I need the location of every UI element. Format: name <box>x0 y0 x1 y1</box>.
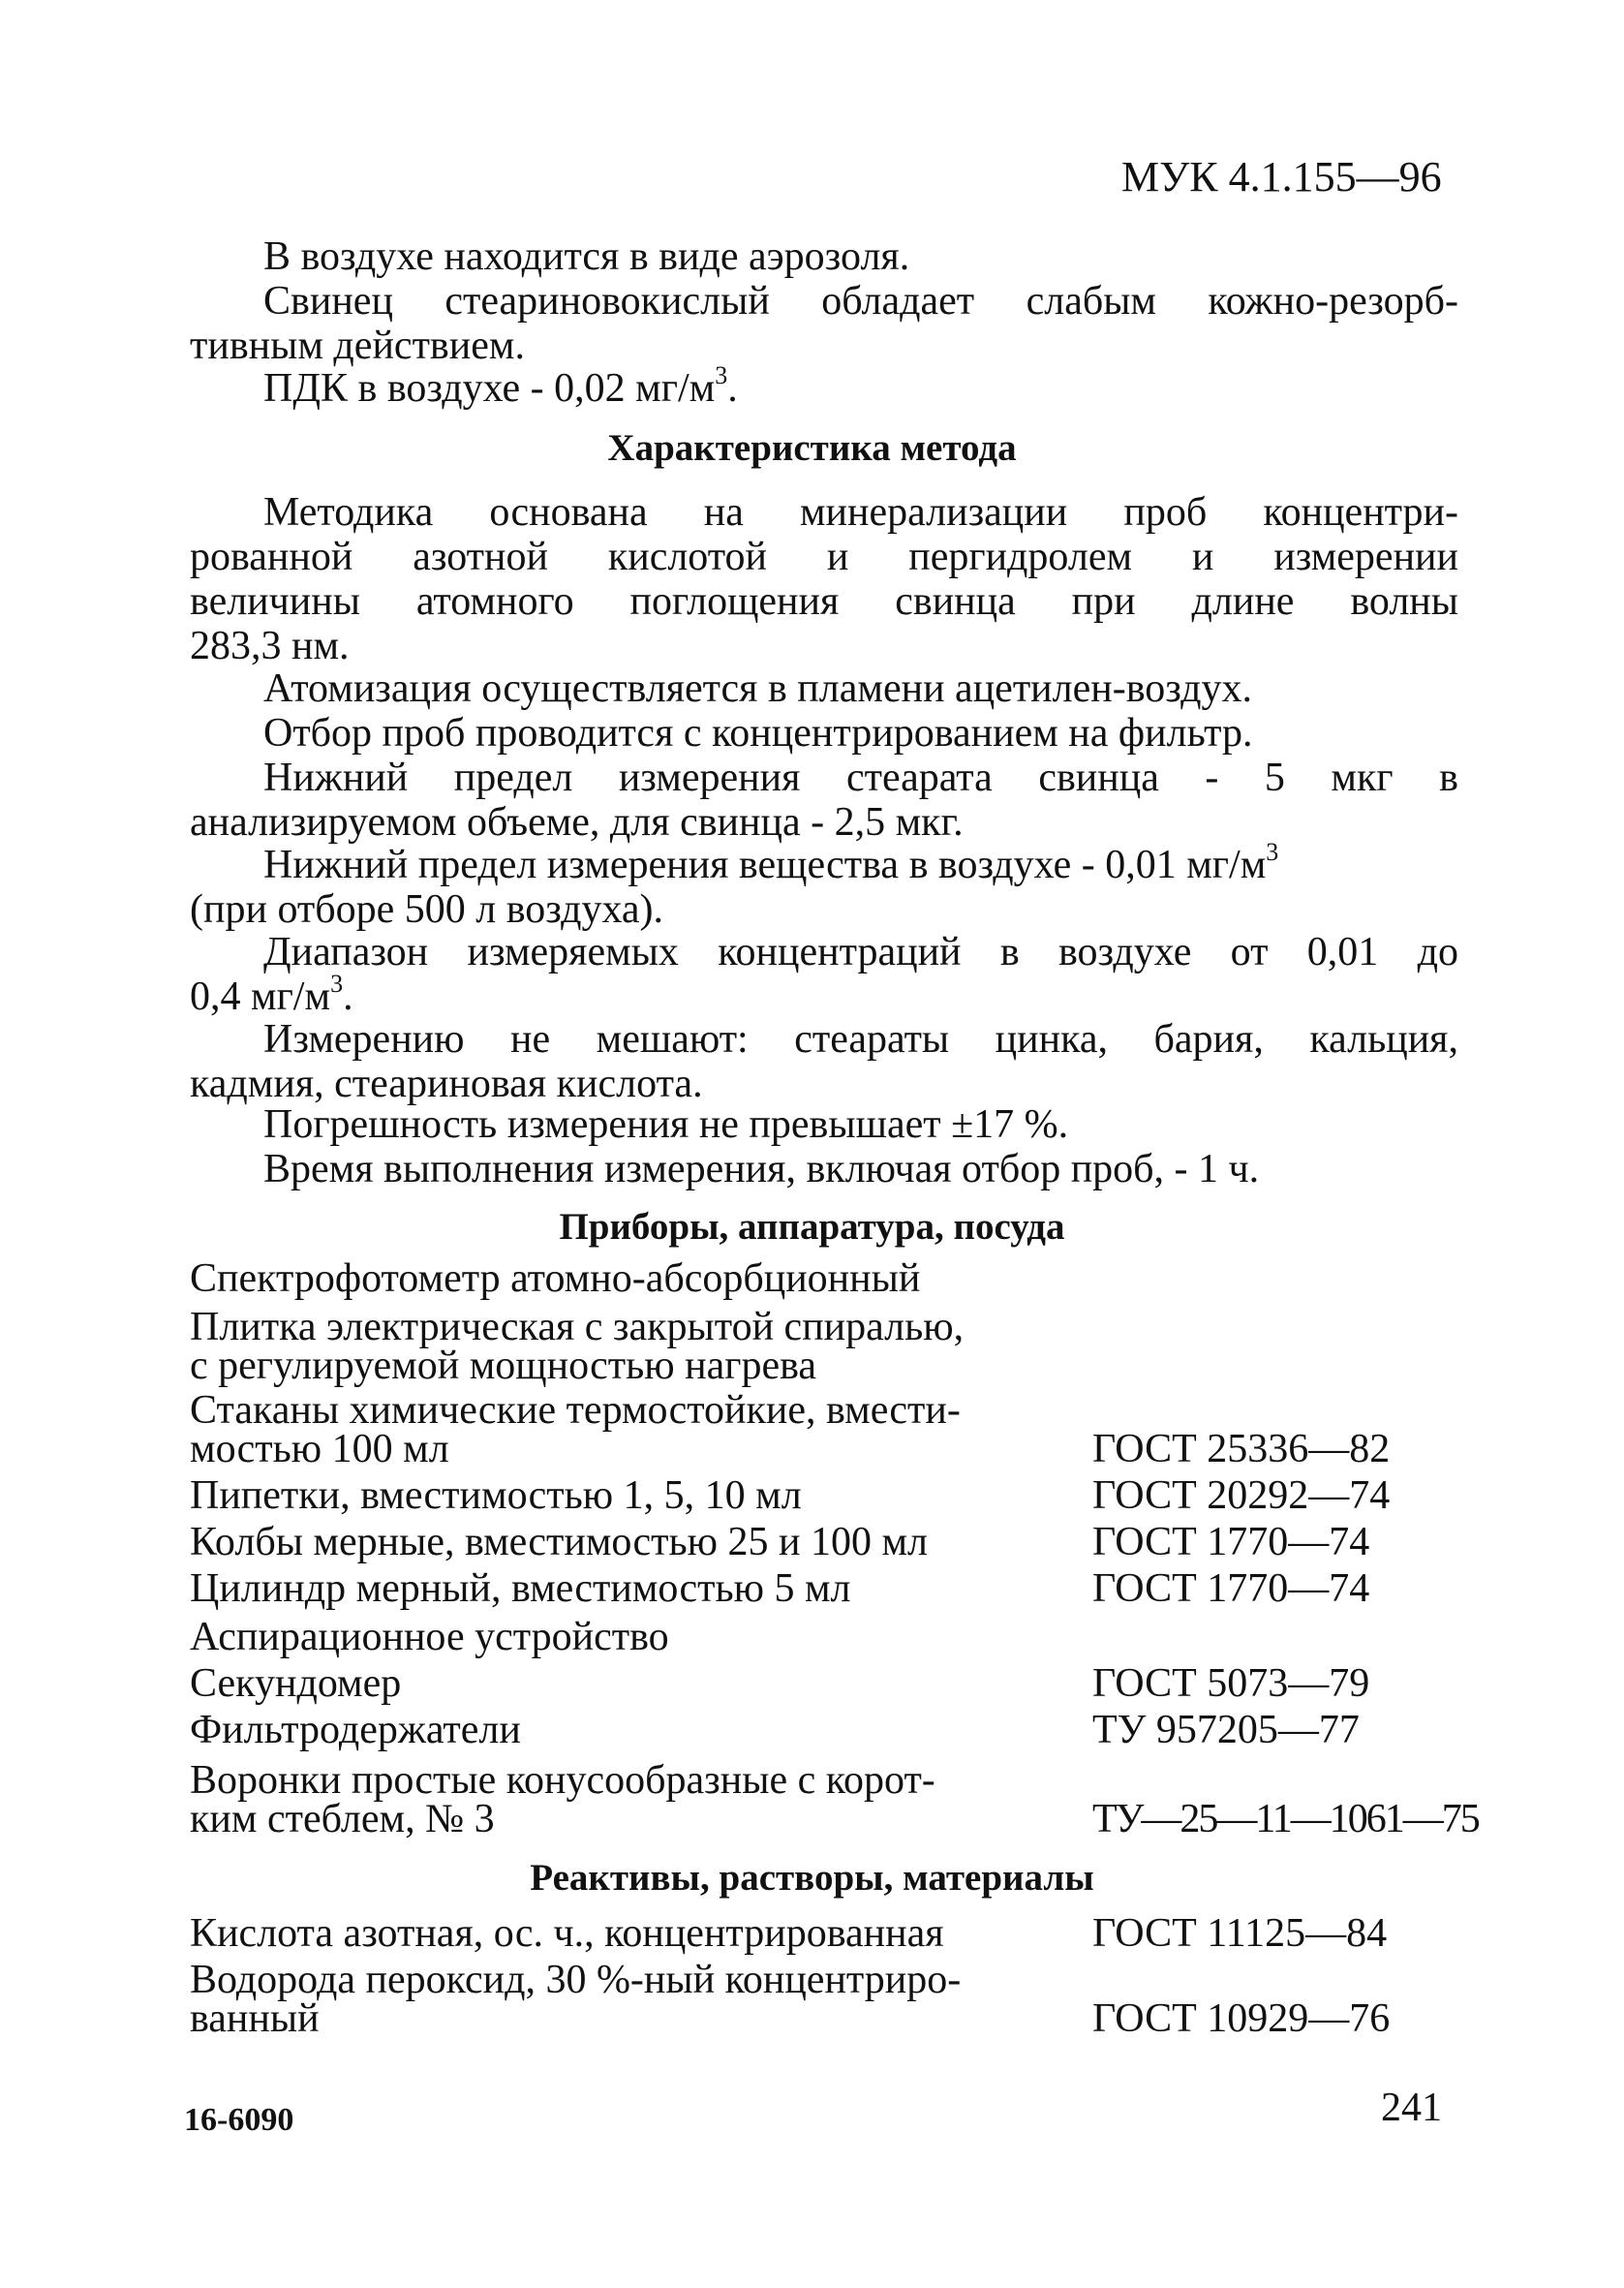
method-paragraph-atomization: Атомизация осуществляется в пламени ацетилен-воздух. <box>263 666 1252 711</box>
standard-ref: ГОСТ 1770—74 <box>1092 1520 1370 1564</box>
standard-ref: ГОСТ 25336—82 <box>1092 1427 1391 1471</box>
method-paragraph-air-limit: Нижний предел измерения вещества в воздухе - 0,01 $мг/м^3$ (при отборе 500 л воздуха). <box>190 838 1279 932</box>
intro-paragraph-1: В воздухе находится в виде аэрозоля. <box>263 234 910 279</box>
method-paragraph-1: Методика основана на минерализации проб концентри- рованной азотной кислотой и пергидролем и измерении величины атомного поглощения свинца при длине волны 283,3 нм. <box>190 490 1458 668</box>
standard-ref: ГОСТ 11125—84 <box>1092 1911 1388 1956</box>
standard-ref: ГОСТ 1770—74 <box>1092 1566 1370 1611</box>
print-code: 16-6090 <box>184 2102 294 2138</box>
section-heading-equipment: Приборы, аппаратура, посуда <box>559 1206 1065 1248</box>
standard-ref: ГОСТ 20292—74 <box>1092 1473 1391 1518</box>
method-paragraph-time: Время выполнения измерения, включая отбор проб, - 1 ч. <box>263 1147 1260 1191</box>
method-paragraph-interference: Измерению не мешают: стеараты цинка, бария, кальция, кадмия, стеариновая кислота. <box>190 1017 1458 1106</box>
method-paragraph-sampling: Отбор проб проводится с концентрированием на фильтр. <box>263 711 1253 756</box>
standard-ref: ГОСТ 5073—79 <box>1092 1661 1370 1706</box>
standard-ref: ТУ—25—11—1061—75 <box>1092 1797 1479 1841</box>
section-heading-method: Характеристика метода <box>607 427 1017 469</box>
standard-ref: ГОСТ 10929—76 <box>1092 1996 1391 2041</box>
method-paragraph-lower-limit: Нижний предел измерения стеарата свинца - 5 мкг в анализируемом объеме, для свинца - 2,5 мкг. <box>190 756 1458 845</box>
doc-code: МУК 4.1.155—96 <box>1121 153 1442 201</box>
method-paragraph-error: Погрешность измерения не превышает ±17 %. <box>263 1102 1069 1147</box>
document-page: МУК 4.1.155—96 В воздухе находится в виде аэрозоля. Свинец стеариновокислый обладает слабым кожно-резорб- тивным действием. ПДК в воздухе - 0,02 $мг/м^3$. Характеристика метода Методика основана на минерализации проб концентри- рованной азотной кислотой и пергидролем и измерении величины атомного поглощения свинца при длине волны 283,3 нм. Атомизация осуществляется в пламени ацетилен-воздух. Отбор проб проводится с концентрированием на фильтр. Нижний предел измерения стеарата свинца - 5 мкг в анализируемом объеме, для свинца - 2,5 мкг. Нижний предел измерения вещества в воздухе - 0,01 $мг/м^3$ (при отборе 500 л воздуха). Диапазон измеряемых концентраций в воздухе от 0,01 до 0,4 $мг/м^3$. Измерению не мешают: стеараты цинка, бария, кальция, кадмия, стеариновая кислота. Погрешность измерения не превышает ±17 %. Время выполнения измерения, включая отбор проб, - 1 ч. Приборы, аппаратура, посуда Спектрофотометр атомно-абсорбционный Плитка электрическая с закрытой спиралью, с регулируемой мощностью нагрева Стаканы химические термостойкие, вмести- мостью 100 мл ГОСТ 25336—82 Пипетки, вместимостью 1, 5, 10 мл ГОСТ 20292—74 Колбы мерные, вместимостью 25 и 100 мл ГОСТ 1770—74 Цилиндр мерный, вместимостью 5 мл ГОСТ 1770—74 Аспирационное устройство Секундомер ГОСТ 5073—79 Фильтродержатели ТУ 957205—77 Воронки простые конусообразные с корот- ким стеблем, № 3 ТУ—25—11—1061—75 Реактивы, растворы, материалы Кислота азотная, ос. ч., концентрированная ГОСТ 11125—84 Водорода пероксид, 30 %-ный концентриро- ванный ГОСТ 10929—76 16-6090 241 <box>0 0 1624 2288</box>
section-heading-reagents: Реактивы, растворы, материалы <box>530 1857 1094 1899</box>
method-paragraph-range: Диапазон измеряемых концентраций в воздухе от 0,01 до 0,4 $мг/м^3$. <box>190 930 1458 1019</box>
intro-paragraph-2: Свинец стеариновокислый обладает слабым кожно-резорб- тивным действием. <box>190 279 1458 368</box>
intro-paragraph-pdk: ПДК в воздухе - 0,02 $мг/м^3$. <box>263 361 738 411</box>
page-number: 241 <box>1381 2086 1442 2130</box>
standard-ref: ТУ 957205—77 <box>1092 1708 1360 1752</box>
